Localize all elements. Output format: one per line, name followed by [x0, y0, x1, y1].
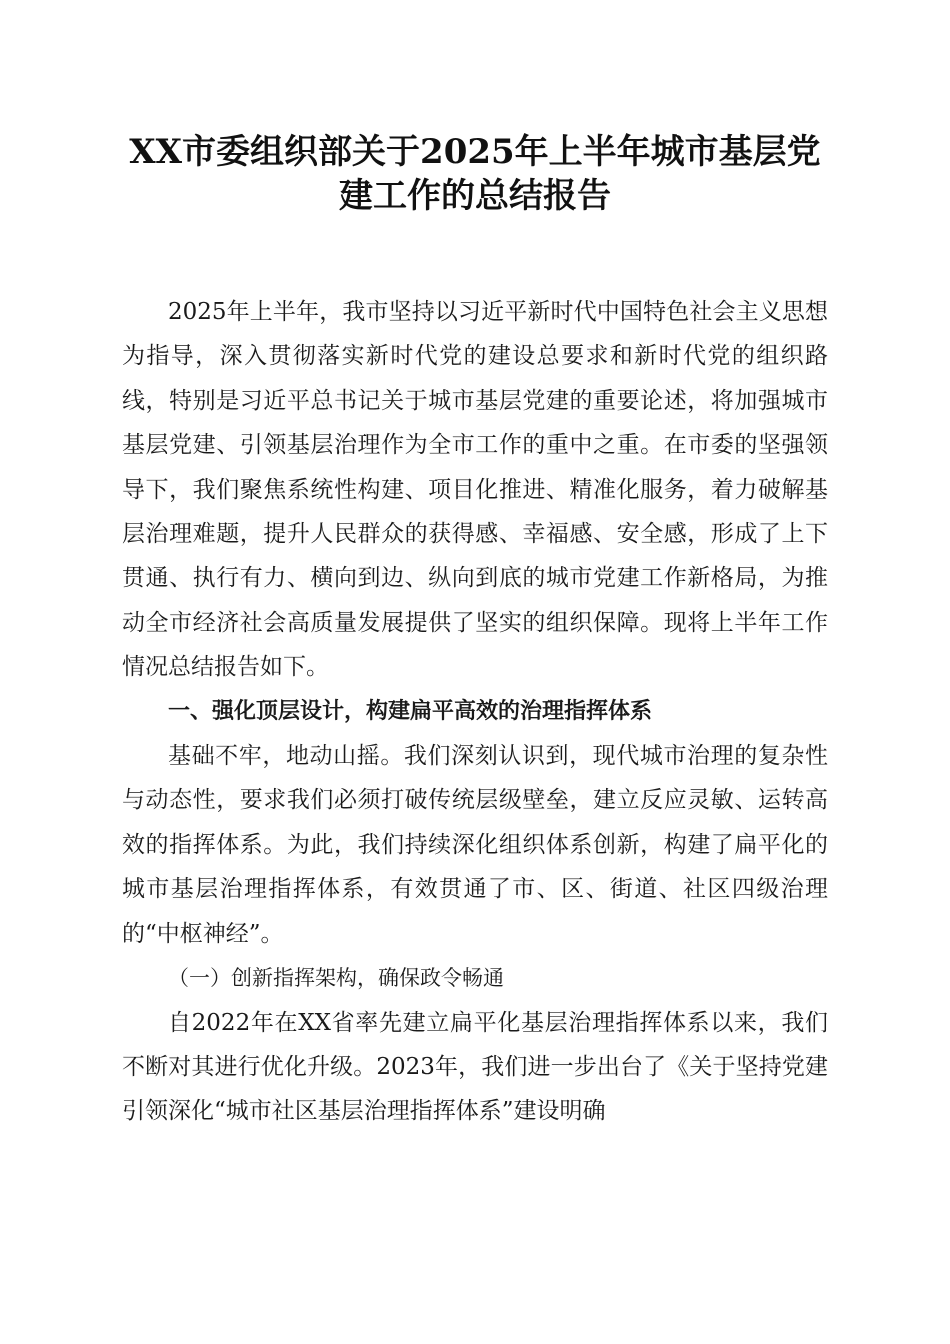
- title-line-2: 建工作的总结报告: [339, 176, 611, 216]
- document-title: [122, 130, 828, 218]
- intro-paragraph: 2025年上半年，我市坚持以习近平新时代中国特色社会主义思想为指导，深入贯彻落实新时代党的建设总要求和新时代党的组织路线，特别是习近平总书记关于城市基层党建的重要论述，将加强城市基层党建、引领基层治理作为全市工作的重中之重。在市委的坚强领导下，我们聚焦系统性构建、项目化推进、精准化服务，着力破解基层治理难题，提升人民群众的获得感、幸福感、安全感，形成了上下贯通、执行有力、横向到边、纵向到底的城市党建工作新格局，为推动全市经济社会高质量发展提供了坚实的组织保障。现将上半年工作情况总结报告如下。: [122, 299, 828, 681]
- subsection-1-heading: （一）创新指挥架构，确保政令畅通: [168, 966, 504, 991]
- section-1-heading: 一、强化顶层设计，构建扁平高效的治理指挥体系: [168, 698, 653, 724]
- document-body: [122, 290, 828, 1134]
- subsection-1-paragraph: 自2022年在XX省率先建立扁平化基层治理指挥体系以来，我们不断对其进行优化升级。2023年，我们进一步出台了《关于坚持党建引领深化“城市社区基层治理指挥体系”建设明确: [122, 1009, 828, 1125]
- document-page: [122, 130, 828, 1134]
- title-line-1: XX市委组织部关于2025年上半年城市基层党: [129, 132, 821, 172]
- section-1-paragraph: 基础不牢，地动山摇。我们深刻认识到，现代城市治理的复杂性与动态性，要求我们必须打破传统层级壁垒，建立反应灵敏、运转高效的指挥体系。为此，我们持续深化组织体系创新，构建了扁平化的城市基层治理指挥体系，有效贯通了市、区、街道、社区四级治理的“中枢神经”。: [122, 743, 828, 947]
